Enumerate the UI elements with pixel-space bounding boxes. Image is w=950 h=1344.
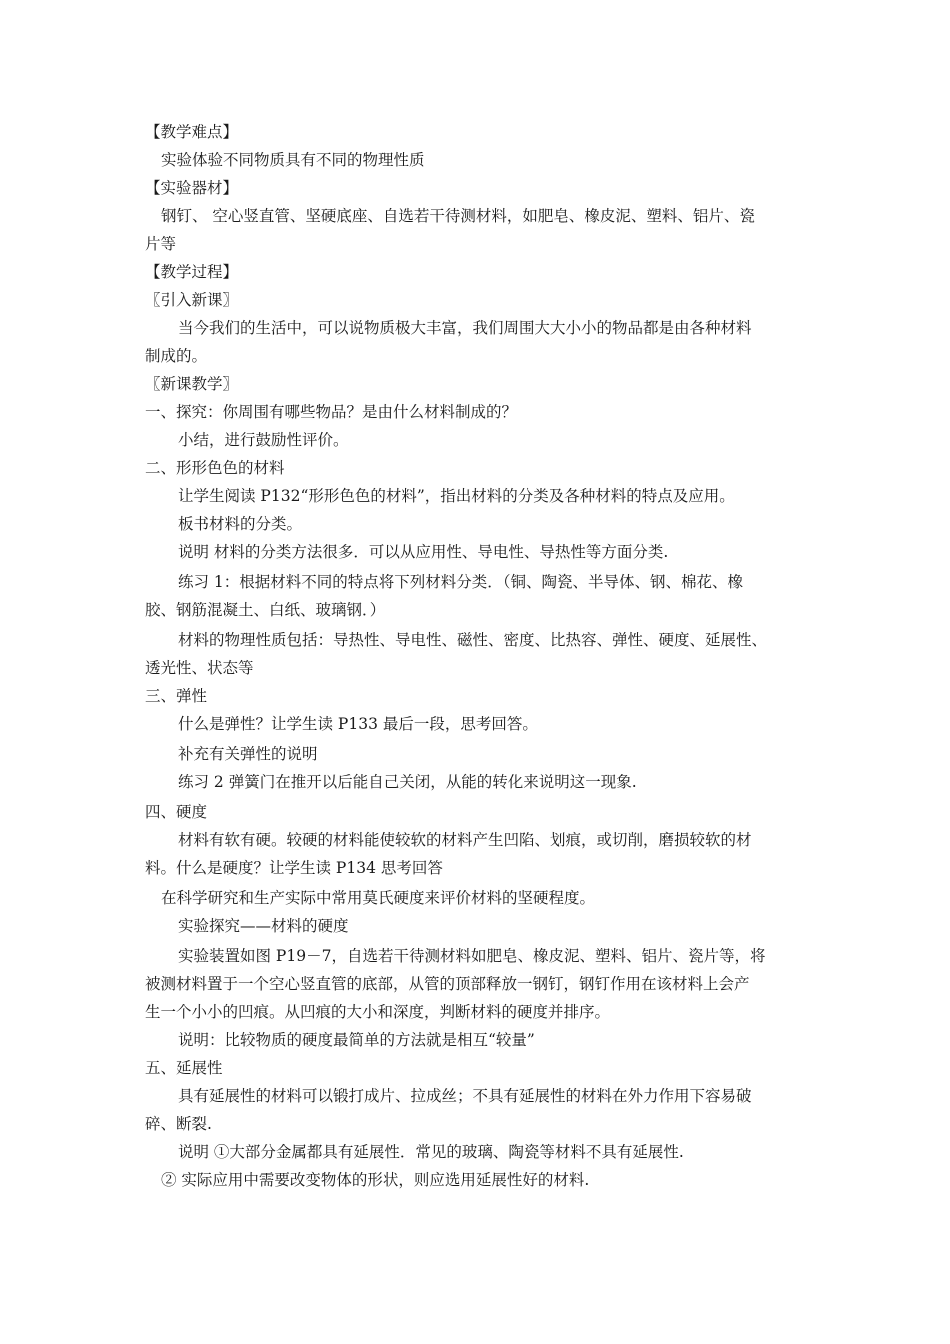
paragraph-line: 透光性、状态等: [145, 659, 254, 677]
paragraph-line: 制成的。: [145, 347, 208, 365]
paragraph-line: ② 实际应用中需要改变物体的形状，则应选用延展性好的材料.: [161, 1171, 590, 1189]
paragraph-line: 实验体验不同物质具有不同的物理性质: [161, 151, 425, 169]
paragraph-line: 当今我们的生活中，可以说物质极大丰富，我们周围大大小小的物品都是由各种材料: [178, 319, 752, 337]
paragraph-line: 实验探究——材料的硬度: [178, 917, 349, 935]
heading-teaching-difficulty: 【教学难点】: [145, 123, 239, 141]
paragraph-line: 片等: [145, 235, 177, 253]
section-heading: 三、弹性: [145, 687, 208, 705]
paragraph-line: 胶、钢筋混凝土、白纸、玻璃钢．）: [145, 601, 386, 619]
paragraph-line: 练习 2 弹簧门在推开以后能自己关闭，从能的转化来说明这一现象.: [178, 773, 637, 791]
heading-intro: 〖引入新课〗: [145, 291, 239, 309]
paragraph-line: 说明：比较物质的硬度最简单的方法就是相互“较量”: [178, 1031, 535, 1049]
paragraph-line: 在科学研究和生产实际中常用莫氏硬度来评价材料的坚硬程度。: [161, 889, 596, 907]
paragraph-line: 生一个小小的凹痕。从凹痕的大小和深度，判断材料的硬度并排序。: [145, 1003, 611, 1021]
section-heading: 四、硬度: [145, 803, 208, 821]
paragraph-line: 材料有软有硬。较硬的材料能使较软的材料产生凹陷、划痕，或切削，磨损较软的材: [178, 831, 752, 849]
paragraph-line: 碎、断裂.: [145, 1115, 212, 1133]
paragraph-line: 补充有关弹性的说明: [178, 745, 318, 763]
heading-equipment: 【实验器材】: [145, 179, 239, 197]
section-heading: 一、探究：你周围有哪些物品？是由什么材料制成的？: [145, 403, 518, 421]
heading-teaching-process: 【教学过程】: [145, 263, 239, 281]
section-heading: 二、形形色色的材料: [145, 459, 285, 477]
paragraph-line: 说明 材料的分类方法很多．可以从应用性、导电性、导热性等方面分类.: [178, 543, 669, 561]
paragraph-line: 被测材料置于一个空心竖直管的底部，从管的顶部释放一钢钉，钢钉作用在该材料上会产: [145, 975, 750, 993]
paragraph-line: 让学生阅读 P132“形形色色的材料”，指出材料的分类及各种材料的特点及应用。: [178, 487, 735, 505]
paragraph-line: 钢钉、 空心竖直管、坚硬底座、自选若干待测材料，如肥皂、橡皮泥、塑料、铝片、瓷: [161, 207, 755, 225]
paragraph-line: 材料的物理性质包括：导热性、导电性、磁性、密度、比热容、弹性、硬度、延展性、: [178, 631, 768, 649]
paragraph-line: 练习 1：根据材料不同的特点将下列材料分类．（铜、陶瓷、半导体、钢、棉花、橡: [178, 573, 744, 591]
paragraph-line: 什么是弹性？让学生读 P133 最后一段，思考回答。: [178, 715, 538, 733]
paragraph-line: 小结，进行鼓励性评价。: [178, 431, 349, 449]
section-heading: 五、延展性: [145, 1059, 223, 1077]
paragraph-line: 板书材料的分类。: [178, 515, 303, 533]
paragraph-line: 说明 ①大部分金属都具有延展性．常见的玻璃、陶瓷等材料不具有延展性.: [178, 1143, 684, 1161]
paragraph-line: 具有延展性的材料可以锻打成片、拉成丝；不具有延展性的材料在外力作用下容易破: [178, 1087, 752, 1105]
paragraph-line: 实验装置如图 P19－7，自选若干待测材料如肥皂、橡皮泥、塑料、铝片、瓷片等，将: [178, 947, 766, 965]
heading-new-lesson: 〖新课教学〗: [145, 375, 239, 393]
paragraph-line: 料。什么是硬度？让学生读 P134 思考回答: [145, 859, 443, 877]
